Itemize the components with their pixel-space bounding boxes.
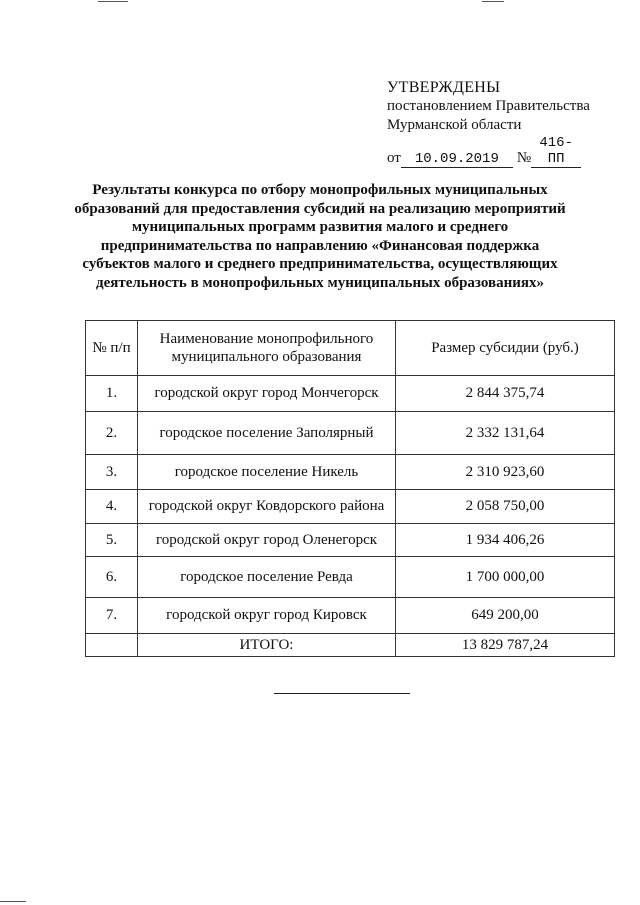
results-table bbox=[85, 320, 615, 657]
table-row bbox=[86, 557, 615, 598]
number-prefix: № bbox=[516, 150, 532, 166]
scan-edge-mark-bottom bbox=[0, 901, 26, 902]
document-title: Результаты конкурса по отбору монопрофильных муниципальных образований для предоставления субсидий на реализацию мероприятий муниципальных программ развития малого и среднего предпринимательства по направлению «Финансовая поддержка субъектов малого и среднего предпринимательства, осуществляющих деятельность в монопрофильных муниципальных образованиях» bbox=[74, 182, 566, 291]
total-number-cell bbox=[86, 634, 138, 657]
total-amount: 13 829 787,24 bbox=[396, 634, 615, 657]
row-amount: 1 934 406,26 bbox=[396, 524, 615, 557]
approval-number: 416-ПП bbox=[531, 135, 581, 168]
row-number: 5. bbox=[86, 524, 138, 557]
row-municipality: городской округ город Кировск bbox=[138, 598, 396, 634]
row-municipality: городской округ Ковдорского района bbox=[138, 490, 396, 524]
table-total-row bbox=[86, 634, 615, 657]
row-number: 6. bbox=[86, 557, 138, 598]
row-number: 3. bbox=[86, 455, 138, 490]
document-end-line bbox=[274, 693, 410, 694]
total-label: ИТОГО: bbox=[138, 634, 396, 657]
row-municipality: городской округ город Оленегорск bbox=[138, 524, 396, 557]
row-amount: 649 200,00 bbox=[396, 598, 615, 634]
table-row bbox=[86, 524, 615, 557]
approval-block bbox=[387, 78, 590, 168]
row-municipality: городской округ город Мончегорск bbox=[138, 376, 396, 412]
row-municipality: городское поселение Заполярный bbox=[138, 412, 396, 455]
row-amount: 2 058 750,00 bbox=[396, 490, 615, 524]
table-row bbox=[86, 490, 615, 524]
row-number: 7. bbox=[86, 598, 138, 634]
header-municipality: Наименование монопрофильного муниципального образования bbox=[138, 321, 396, 376]
row-municipality: городское поселение Ревда bbox=[138, 557, 396, 598]
table-row bbox=[86, 598, 615, 634]
row-amount: 2 332 131,64 bbox=[396, 412, 615, 455]
table-row bbox=[86, 455, 615, 490]
row-amount: 1 700 000,00 bbox=[396, 557, 615, 598]
header-number: № п/п bbox=[86, 321, 138, 376]
row-number: 4. bbox=[86, 490, 138, 524]
row-municipality: городское поселение Никель bbox=[138, 455, 396, 490]
approval-line-2: Мурманской области bbox=[387, 117, 522, 133]
approval-date-number-line bbox=[387, 135, 590, 168]
row-amount: 2 844 375,74 bbox=[396, 376, 615, 412]
table-row bbox=[86, 412, 615, 455]
date-prefix: от bbox=[387, 150, 401, 166]
table-header-row bbox=[86, 321, 615, 376]
approval-heading: УТВЕРЖДЕНЫ bbox=[387, 79, 501, 96]
approval-line-1: постановлением Правительства bbox=[387, 98, 590, 114]
approval-date: 10.09.2019 bbox=[401, 151, 513, 168]
scan-edge-mark-left bbox=[98, 1, 128, 2]
row-number: 1. bbox=[86, 376, 138, 412]
table-row bbox=[86, 376, 615, 412]
scan-edge-mark-right bbox=[482, 1, 504, 2]
row-amount: 2 310 923,60 bbox=[396, 455, 615, 490]
header-subsidy: Размер субсидии (руб.) bbox=[396, 321, 615, 376]
row-number: 2. bbox=[86, 412, 138, 455]
